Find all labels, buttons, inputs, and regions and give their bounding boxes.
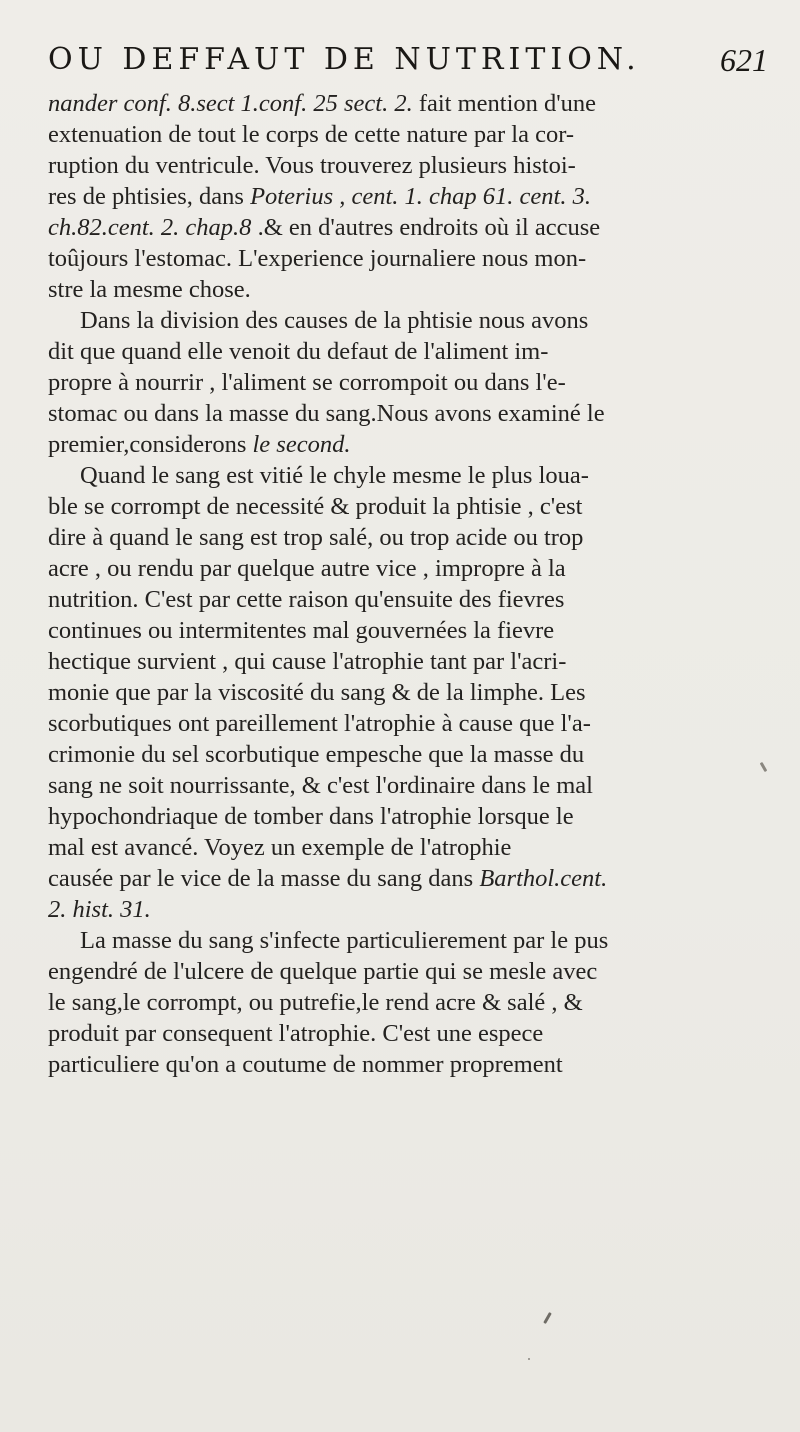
paragraph (48, 460, 778, 925)
text-run: Dans la division des causes de la phtisie nous avons (80, 307, 589, 334)
text-run: fait mention d'une (412, 90, 597, 117)
text-line (48, 150, 778, 181)
running-head-title: OU DEFFAUT DE NUTRITION. (48, 42, 641, 77)
text-run: ruption du ventricule. Vous trouverez plusieurs histoi- (48, 152, 576, 179)
body-text (48, 88, 778, 1080)
text-line (48, 584, 778, 615)
italic-reference: ch.82.cent. 2. chap.8 (48, 214, 252, 241)
text-line (48, 925, 778, 956)
text-line (48, 863, 778, 894)
text-line (48, 801, 778, 832)
text-run: monie que par la viscosité du sang & de la limphe. Les (48, 679, 586, 706)
text-run: causée par le vice de la masse du sang dans (48, 865, 480, 892)
running-head (48, 42, 768, 86)
text-run: continues ou intermitentes mal gouvernées la fievre (48, 617, 555, 644)
text-run: propre à nourrir , l'aliment se corrompoit ou dans l'e- (48, 369, 566, 396)
text-line (48, 770, 778, 801)
italic-reference: Barthol.cent. (479, 865, 608, 892)
paragraph (48, 925, 778, 1080)
italic-reference: nander conf. 8.sect 1.conf. 25 sect. 2. (48, 90, 413, 117)
text-run: stomac ou dans la masse du sang.Nous avons examiné le (48, 400, 605, 427)
text-line (48, 832, 778, 863)
text-run: le sang,le corrompt, ou putrefie,le rend acre & salé , & (48, 989, 583, 1016)
text-line (48, 88, 778, 119)
text-run: produit par consequent l'atrophie. C'est une espece (48, 1020, 544, 1047)
ink-speck (528, 1358, 530, 1360)
text-run: engendré de l'ulcere de quelque partie qui se mesle avec (48, 958, 598, 985)
text-run: hectique survient , qui cause l'atrophie tant par l'acri- (48, 648, 567, 675)
text-run: res de phtisies, dans (48, 183, 251, 210)
text-line (48, 894, 778, 925)
text-run: dit que quand elle venoit du defaut de l'aliment im- (48, 338, 549, 365)
text-run: particuliere qu'on a coutume de nommer proprement (48, 1051, 563, 1078)
text-line (48, 398, 778, 429)
text-line (48, 181, 778, 212)
text-line (48, 646, 778, 677)
text-line (48, 243, 778, 274)
text-line (48, 429, 778, 460)
text-line (48, 956, 778, 987)
text-line (48, 212, 778, 243)
paragraph (48, 88, 778, 305)
italic-reference: Poterius , cent. 1. chap 61. cent. 3. (250, 183, 591, 210)
text-run: extenuation de tout le corps de cette nature par la cor- (48, 121, 575, 148)
text-line (48, 987, 778, 1018)
text-line (48, 739, 778, 770)
italic-reference: 2. hist. 31. (48, 896, 151, 923)
text-line (48, 1018, 778, 1049)
text-run: acre , ou rendu par quelque autre vice , impropre à la (48, 555, 566, 582)
text-run: dire à quand le sang est trop salé, ou trop acide ou trop (48, 524, 584, 551)
text-line (48, 305, 778, 336)
text-run: crimonie du sel scorbutique empesche que la masse du (48, 741, 585, 768)
text-run: La masse du sang s'infecte particulierement par le pus (80, 927, 609, 954)
text-run: Quand le sang est vitié le chyle mesme le plus loua- (80, 462, 589, 489)
text-run: stre la mesme chose. (48, 276, 251, 303)
text-run: mal est avancé. Voyez un exemple de l'atrophie (48, 834, 512, 861)
page-number: 621 (720, 42, 768, 78)
italic-reference: le second. (252, 431, 351, 458)
text-run: toûjours l'estomac. L'experience journaliere nous mon- (48, 245, 587, 272)
text-run: .& en d'autres endroits où il accuse (251, 214, 601, 241)
text-run: hypochondriaque de tomber dans l'atrophie lorsque le (48, 803, 574, 830)
text-line (48, 553, 778, 584)
text-line (48, 491, 778, 522)
text-line (48, 460, 778, 491)
text-line (48, 367, 778, 398)
text-line (48, 708, 778, 739)
text-run: sang ne soit nourrissante, & c'est l'ordinaire dans le mal (48, 772, 593, 799)
text-line (48, 615, 778, 646)
text-run: scorbutiques ont pareillement l'atrophie à cause que l'a- (48, 710, 591, 737)
text-run: premier,considerons (48, 431, 253, 458)
text-line (48, 522, 778, 553)
ink-speck (543, 1312, 552, 1324)
text-line (48, 677, 778, 708)
text-run: ble se corrompt de necessité & produit la phtisie , c'est (48, 493, 583, 520)
paragraph (48, 305, 778, 460)
text-line (48, 336, 778, 367)
text-line (48, 1049, 778, 1080)
text-line (48, 274, 778, 305)
text-line (48, 119, 778, 150)
text-run: nutrition. C'est par cette raison qu'ensuite des fievres (48, 586, 565, 613)
